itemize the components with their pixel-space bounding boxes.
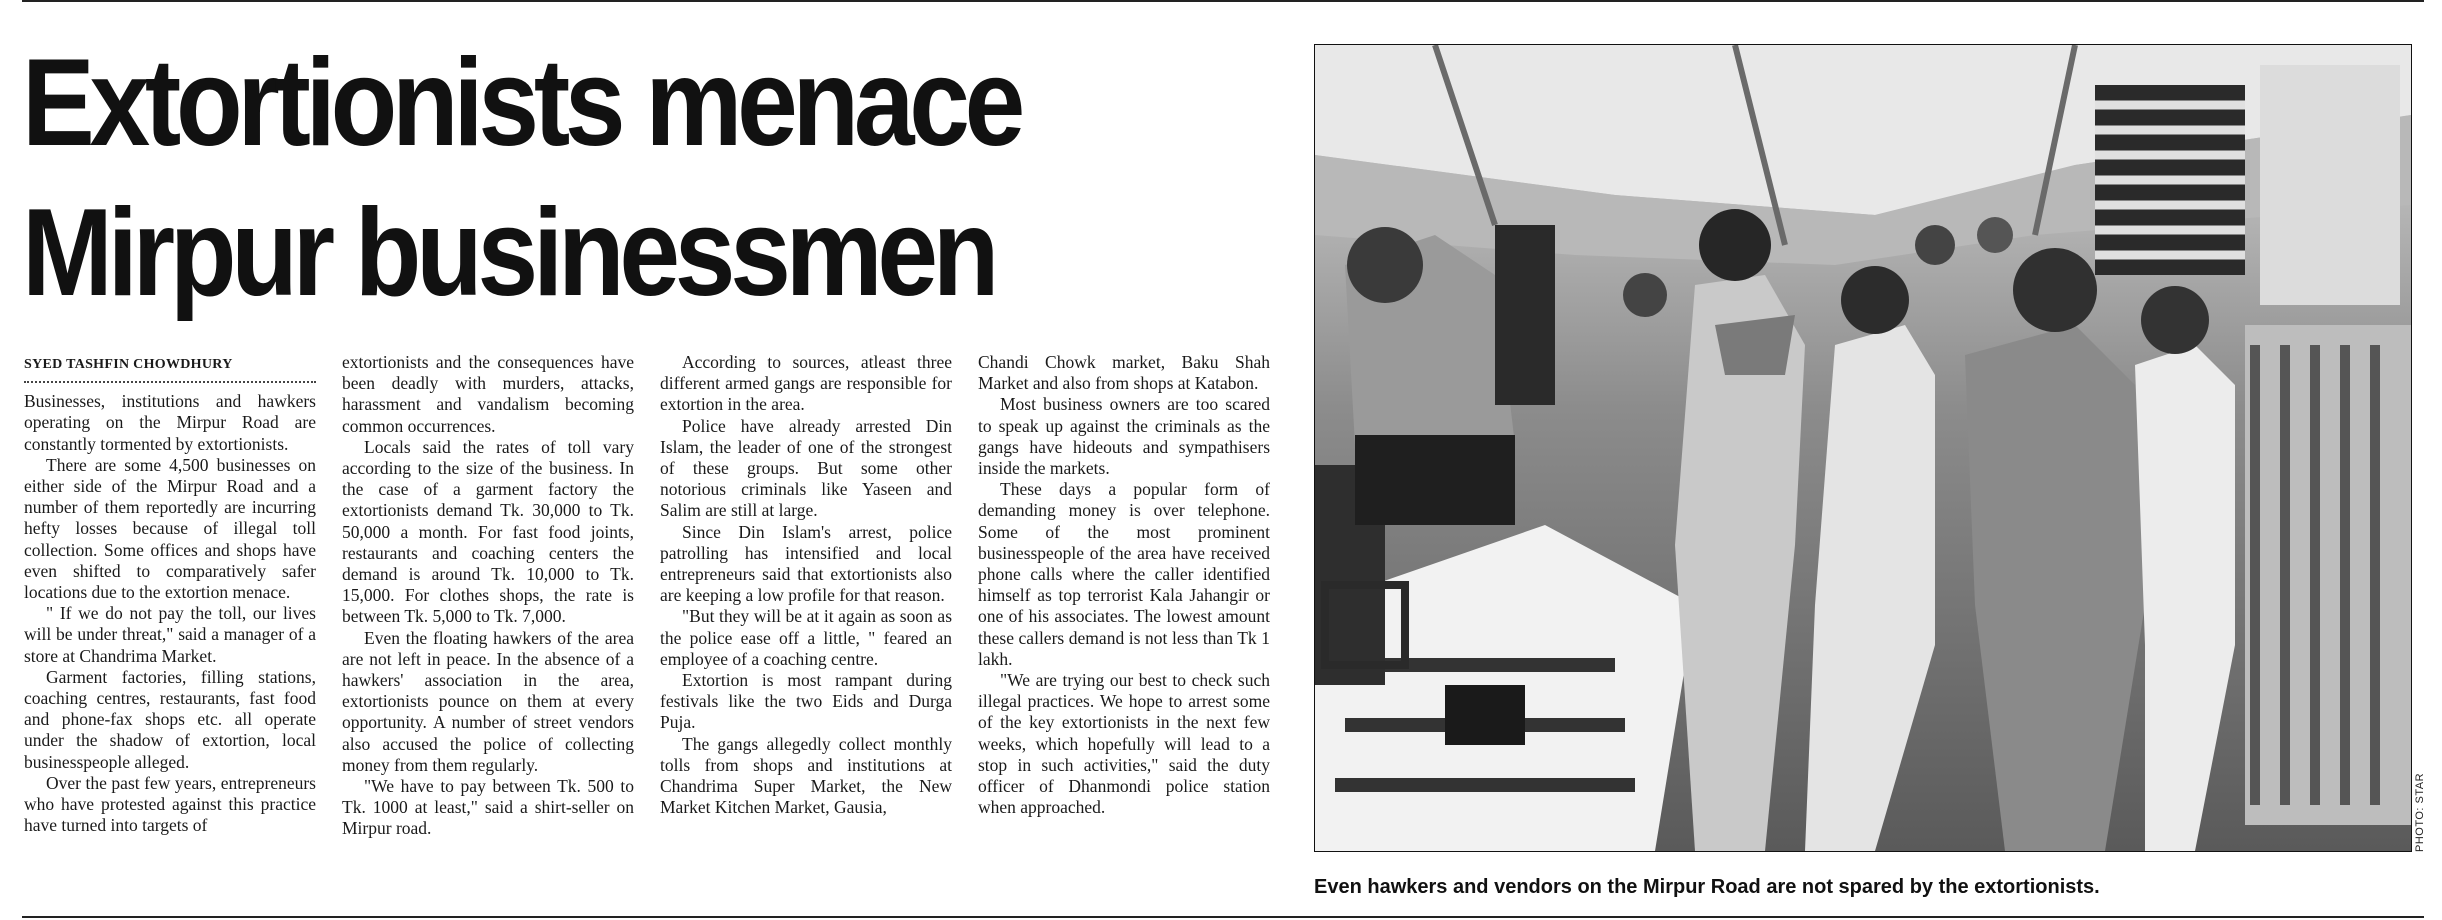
article-column-3 [660,352,952,818]
paragraph: extortionists and the consequences have been deadly with murders, attacks, harassment and vandalism becoming common occurrences. [342,352,634,436]
market-photo [1314,44,2412,852]
paragraph: "But they will be at it again as soon as the police ease off a little, " feared an employee of a coaching centre. [660,606,952,669]
paragraph: There are some 4,500 businesses on either side of the Mirpur Road and a number of them reportedly are incurring hefty losses because of illegal toll collection. Some offices and shops have even shifted to comparatively safer locations due to the extortion menace. [24,454,316,603]
paragraph: Locals said the rates of toll vary according to the size of the business. In the case of a garment factory the extortionists demand Tk. 30,000 to Tk. 50,000 a month. For fast food joints, restaurants and coaching centers the demand is around Tk. 10,000 to Tk. 15,000. For clothes shops, the rate is between Tk. 5,000 to Tk. 7,000. [342,436,634,627]
paragraph: These days a popular form of demanding money is over telephone. Some of the most prominent businesspeople of the area have received phone calls where the caller identified himself as top terrorist Kala Jahangir or one of his associates. The lowest amount these callers demand is not less than Tk 1 lakh. [978,479,1270,669]
byline-divider [24,381,316,383]
bottom-rule [22,916,2424,918]
paragraph: Extortion is most rampant during festivals like the two Eids and Durga Puja. [660,670,952,733]
paragraph: Since Din Islam's arrest, police patrolling has intensified and local entrepreneurs said that extortionists also are keeping a low profile for that reason. [660,521,952,606]
headline [22,28,1020,328]
headline-line-2: Mirpur businessmen [22,184,995,322]
paragraph: Chandi Chowk market, Baku Shah Market and also from shops at Katabon. [978,352,1270,394]
headline-line-1: Extortionists menace [22,34,1021,172]
article-column-4 [978,352,1270,818]
paragraph: Most business owners are too scared to speak up against the criminals as the gangs have hideouts and sympathisers inside the markets. [978,394,1270,479]
article-column-1 [24,352,316,836]
paragraph: Garment factories, filling stations, coaching centres, restaurants, fast food and phone-fax shops etc. all operate under the shadow of extortion, local businesspeople alleged. [24,666,316,772]
paragraph: " If we do not pay the toll, our lives will be under threat," said a manager of a store at Chandrima Market. [24,603,316,666]
byline: SYED TASHFIN CHOWDHURY [24,357,233,372]
market-photo-illustration [1315,45,2411,851]
top-rule [22,0,2424,2]
paragraph: Over the past few years, entrepreneurs who have protested against this practice have turned into targets of [24,772,316,836]
photo-caption: Even hawkers and vendors on the Mirpur Road are not spared by the extortionists. [1314,876,2100,898]
photo-credit: PHOTO: STAR [2414,772,2426,852]
paragraph: Businesses, institutions and hawkers operating on the Mirpur Road are constantly tormented by extortionists. [24,391,316,454]
article-column-2 [342,352,634,840]
paragraph: The gangs allegedly collect monthly tolls from shops and institutions at Chandrima Super Market, the New Market Kitchen Market, Gausia, [660,733,952,818]
paragraph: Even the floating hawkers of the area are not left in peace. In the absence of a hawkers' association in the area, extortionists pounce on them at every opportunity. A number of street vendors also accused the police of collecting money from them regularly. [342,627,634,775]
paragraph: Police have already arrested Din Islam, the leader of one of the strongest of these groups. But some other notorious criminals like Yaseen and Salim are still at large. [660,415,952,521]
paragraph: According to sources, atleast three different armed gangs are responsible for extortion in the area. [660,352,952,415]
paragraph: "We have to pay between Tk. 500 to Tk. 1000 at least," said a shirt-seller on Mirpur road. [342,776,634,839]
paragraph: "We are trying our best to check such illegal practices. We hope to arrest some of the key extortionists in the next few weeks, which hopefully will lead to a stop in such activities," said the duty officer of Dhanmondi police station when approached. [978,670,1270,818]
